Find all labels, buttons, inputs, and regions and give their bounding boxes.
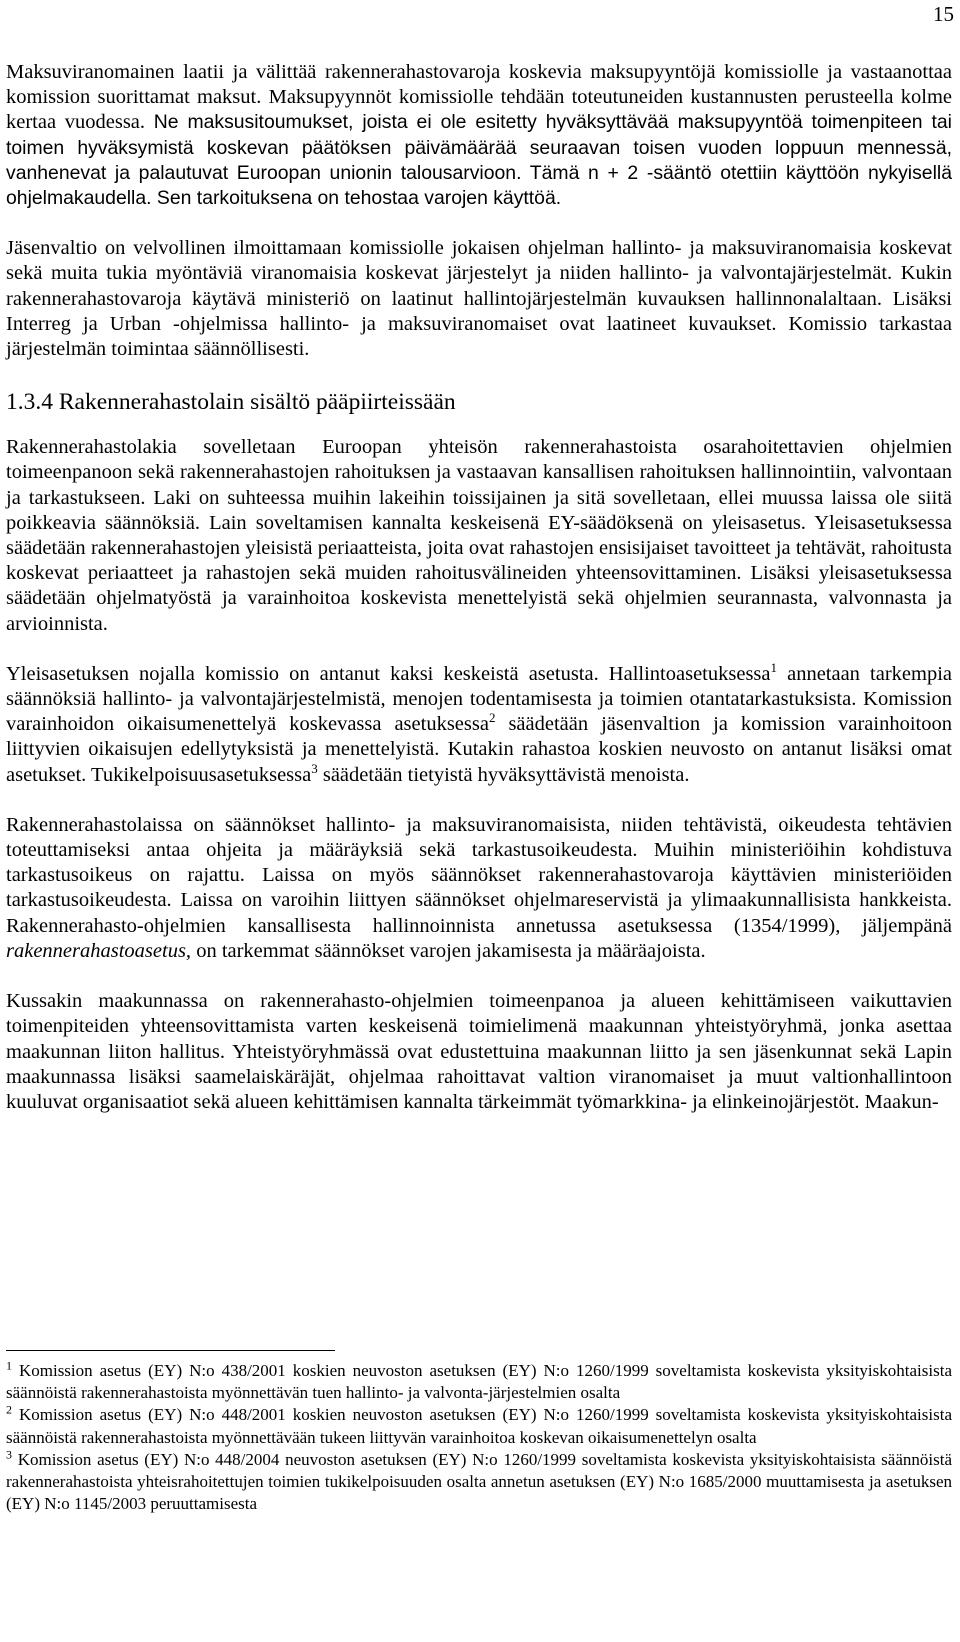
- footnote-marker: 1: [6, 1358, 12, 1373]
- footnote-2: [6, 1404, 952, 1448]
- paragraph-spacer: [6, 637, 952, 662]
- paragraph-text: säädetään tietyistä hyväksyttävistä menoista.: [317, 763, 690, 786]
- footnote-text: Komission asetus (EY) N:o 448/2004 neuvoston asetuksen (EY) N:o 1260/1999 soveltamista koskevista yksityiskohtaisista säännöistä rakennerahastoista yhteisrahoitettujen toimien tukikelpoisuuden osalta annetun asetuksen (EY) N:o 1685/2000 muuttamisesta ja asetuksen (EY) N:o 1145/2003 peruuttamisesta: [6, 1449, 952, 1514]
- paragraph-text: annetaan tarkempia säännöksiä hallinto- ja valvontajärjestelmistä, menojen todentamisesta ja toimien otantatarkastuksista. Komission varainhoidon oikaisumenettelyä koskevassa asetuksessa: [6, 662, 952, 736]
- footnote-1: [6, 1360, 952, 1404]
- paragraph-spacer: [6, 964, 952, 989]
- paragraph-payment-authority: [6, 60, 952, 211]
- page-number: 15: [933, 2, 954, 26]
- paragraph-text: säädetään jäsenvaltion ja komission varainhoitoon liittyvien oikaisujen edellytyksistä ja menettelyistä. Kutakin rahastoa koskien neuvosto on antanut lisäksi omat asetukset. Tukikelpoisuusasetuksessa: [6, 713, 952, 786]
- footnote-3: [6, 1449, 952, 1516]
- paragraph-text: Yleisasetuksen nojalla komissio on antanut kaksi keskeistä asetusta. Hallintoasetuksessa: [6, 662, 771, 685]
- section-heading: 1.3.4 Rakennerahastolain sisältö pääpiirteissään: [6, 389, 456, 416]
- footnote-separator: [6, 1350, 335, 1351]
- footnote-text: Komission asetus (EY) N:o 448/2001 koskien neuvoston asetuksen (EY) N:o 1260/1999 soveltamista koskevista yksityiskohtaisista säännöistä rakennerahastoista myönnettävään tukeen liittyvän varainhoitoa koskevan oikaisumenettelyn osalta: [6, 1405, 952, 1447]
- paragraph-member-state: Jäsenvaltio on velvollinen ilmoittamaan komissiolle jokaisen ohjelman hallinto- ja maksuviranomaisia koskevat sekä muita tukia myöntäviä viranomaisia koskevat järjestelyt ja niiden hallinto- ja valvontajärjestelmät. Kukin rakennerahastovaroja käytävä ministeriö on laatinut hallintojärjestelmän kuvauksen hallinnonalaltaan. Lisäksi Interreg ja Urban -ohjelmissa hallinto- ja maksuviranomaiset ovat laatineet kuvaukset. Komissio tarkastaa järjestelmän toimintaa säännöllisesti.: [6, 237, 952, 361]
- paragraph-text: Rakennerahastolaissa on säännökset hallinto- ja maksuviranomaisista, niiden tehtävistä, oikeudesta tehtävien toteuttamiseksi antaa ohjeita ja määräyksiä sekä tarkastusoikeudesta. Muihin ministeriöihin kohdistuva tarkastusoikeus on rajattu. Laissa on myös säännökset rakennerahastovaroja käyttävien ministeriöiden tarkastusoikeudesta. Laissa on varoihin liittyen säännökset ohjelmareservistä ja ylimaakunnallisista hankkeista. Rakennerahasto-ohjelmien kansallisesta hallinnoinnista annetussa asetuksessa (1354/1999), jäljempänä: [6, 813, 952, 937]
- paragraph-spacer: [6, 211, 952, 236]
- footnote-marker: 2: [6, 1402, 12, 1417]
- footnote-marker: 3: [6, 1447, 12, 1462]
- paragraph-text-sans: Ne maksusitoumukset, joista ei ole esitetty hyväksyttävää maksupyyntöä toimenpiteen tai toimen hyväksymistä koskevan päätöksen päivämäärää seuraavan toisen vuoden loppuun mennessä, vanhenevat ja palautuvat Euroopan unionin talousarvioon. Tämä n + 2 -sääntö otettiin käyttöön nykyisellä ohjelmakaudella. Sen tarkoituksena on tehostaa varojen käyttöä.: [6, 111, 952, 210]
- footnote-reference[interactable]: 2: [488, 710, 496, 726]
- paragraph-text: Maksuviranomainen laatii ja välittää rakennerahastovaroja koskevia maksupyyntöjä komissiolle ja vastaanottaa komission suorittamat maksut. Maksupyynnöt komissiolle tehdään toteutuneiden kustannusten perusteella kolme kertaa vuodessa.: [6, 61, 952, 134]
- paragraph-structural-funds-act: Rakennerahastolakia sovelletaan Euroopan yhteisön rakennerahastoista osarahoitettavien ohjelmien toimeenpanoon sekä rakennerahastojen rahoituksen ja vastaavan kansallisen rahoituksen hallinnointiin, valvontaan ja tarkastukseen. Laki on suhteessa muihin lakeihin toissijainen ja sitä sovelletaan, ellei muussa laissa ole siitä poikkeavia säännöksiä. Lain soveltamisen kannalta keskeisenä EY-säädöksenä on yleisasetus. Yleisasetuksessa säädetään rakennerahastojen yleisistä periaatteista, joita ovat rahastojen ensisijaiset tavoitteet ja tehtävät, rahoitusta koskevat periaatteet ja rahastojen sekä muiden rahoitusvälineiden yhteensovittaminen. Lisäksi yleisasetuksessa säädetään ohjelmatyöstä ja varainhoitoa koskevista menettelyistä sekä ohjelmien seurannasta, valvonnasta ja arvioinnista.: [6, 436, 952, 635]
- paragraph-act-provisions: [6, 813, 952, 964]
- paragraph-spacer: [6, 788, 952, 813]
- body-text: [6, 60, 952, 1115]
- paragraph-regional-cooperation: Kussakin maakunnassa on rakennerahasto-ohjelmien toimeenpanoa ja alueen kehittämiseen vaikuttavien toimenpiteiden yhteensovittamista varten keskeisenä toimielimenä maakunnan yhteistyöryhmä, jonka asettaa maakunnan liiton hallitus. Yhteistyöryhmässä ovat edustettuina maakunnan liitto ja sen jäsenkunnat sekä Lapin maakunnassa lisäksi saamelaiskäräjät, ohjelmaa rahoittavat valtion viranomaiset ja muut valtionhallintoon kuuluvat organisaatiot sekä alueen kehittämisen kannalta tärkeimmät työmarkkina- ja elinkeinojärjestöt. Maakun-: [6, 990, 952, 1113]
- paragraph-text: on tarkemmat säännökset varojen jakamisesta ja määräajoista.: [191, 939, 706, 962]
- paragraph-spacer: [6, 362, 952, 387]
- footnote-reference[interactable]: 1: [770, 660, 777, 676]
- footnote-text: Komission asetus (EY) N:o 438/2001 koskien neuvoston asetuksen (EY) N:o 1260/1999 soveltamista koskevista yksityiskohtaisista säännöistä rakennerahastoista myönnettävän tuen hallinto- ja valvonta-järjestelmien osalta: [6, 1361, 952, 1403]
- italic-term: rakennerahastoasetus,: [6, 939, 192, 962]
- paragraph-general-regulation: [6, 662, 952, 788]
- heading-spacer: [6, 417, 952, 435]
- footnote-reference[interactable]: 3: [311, 760, 318, 776]
- footnotes: [6, 1360, 952, 1515]
